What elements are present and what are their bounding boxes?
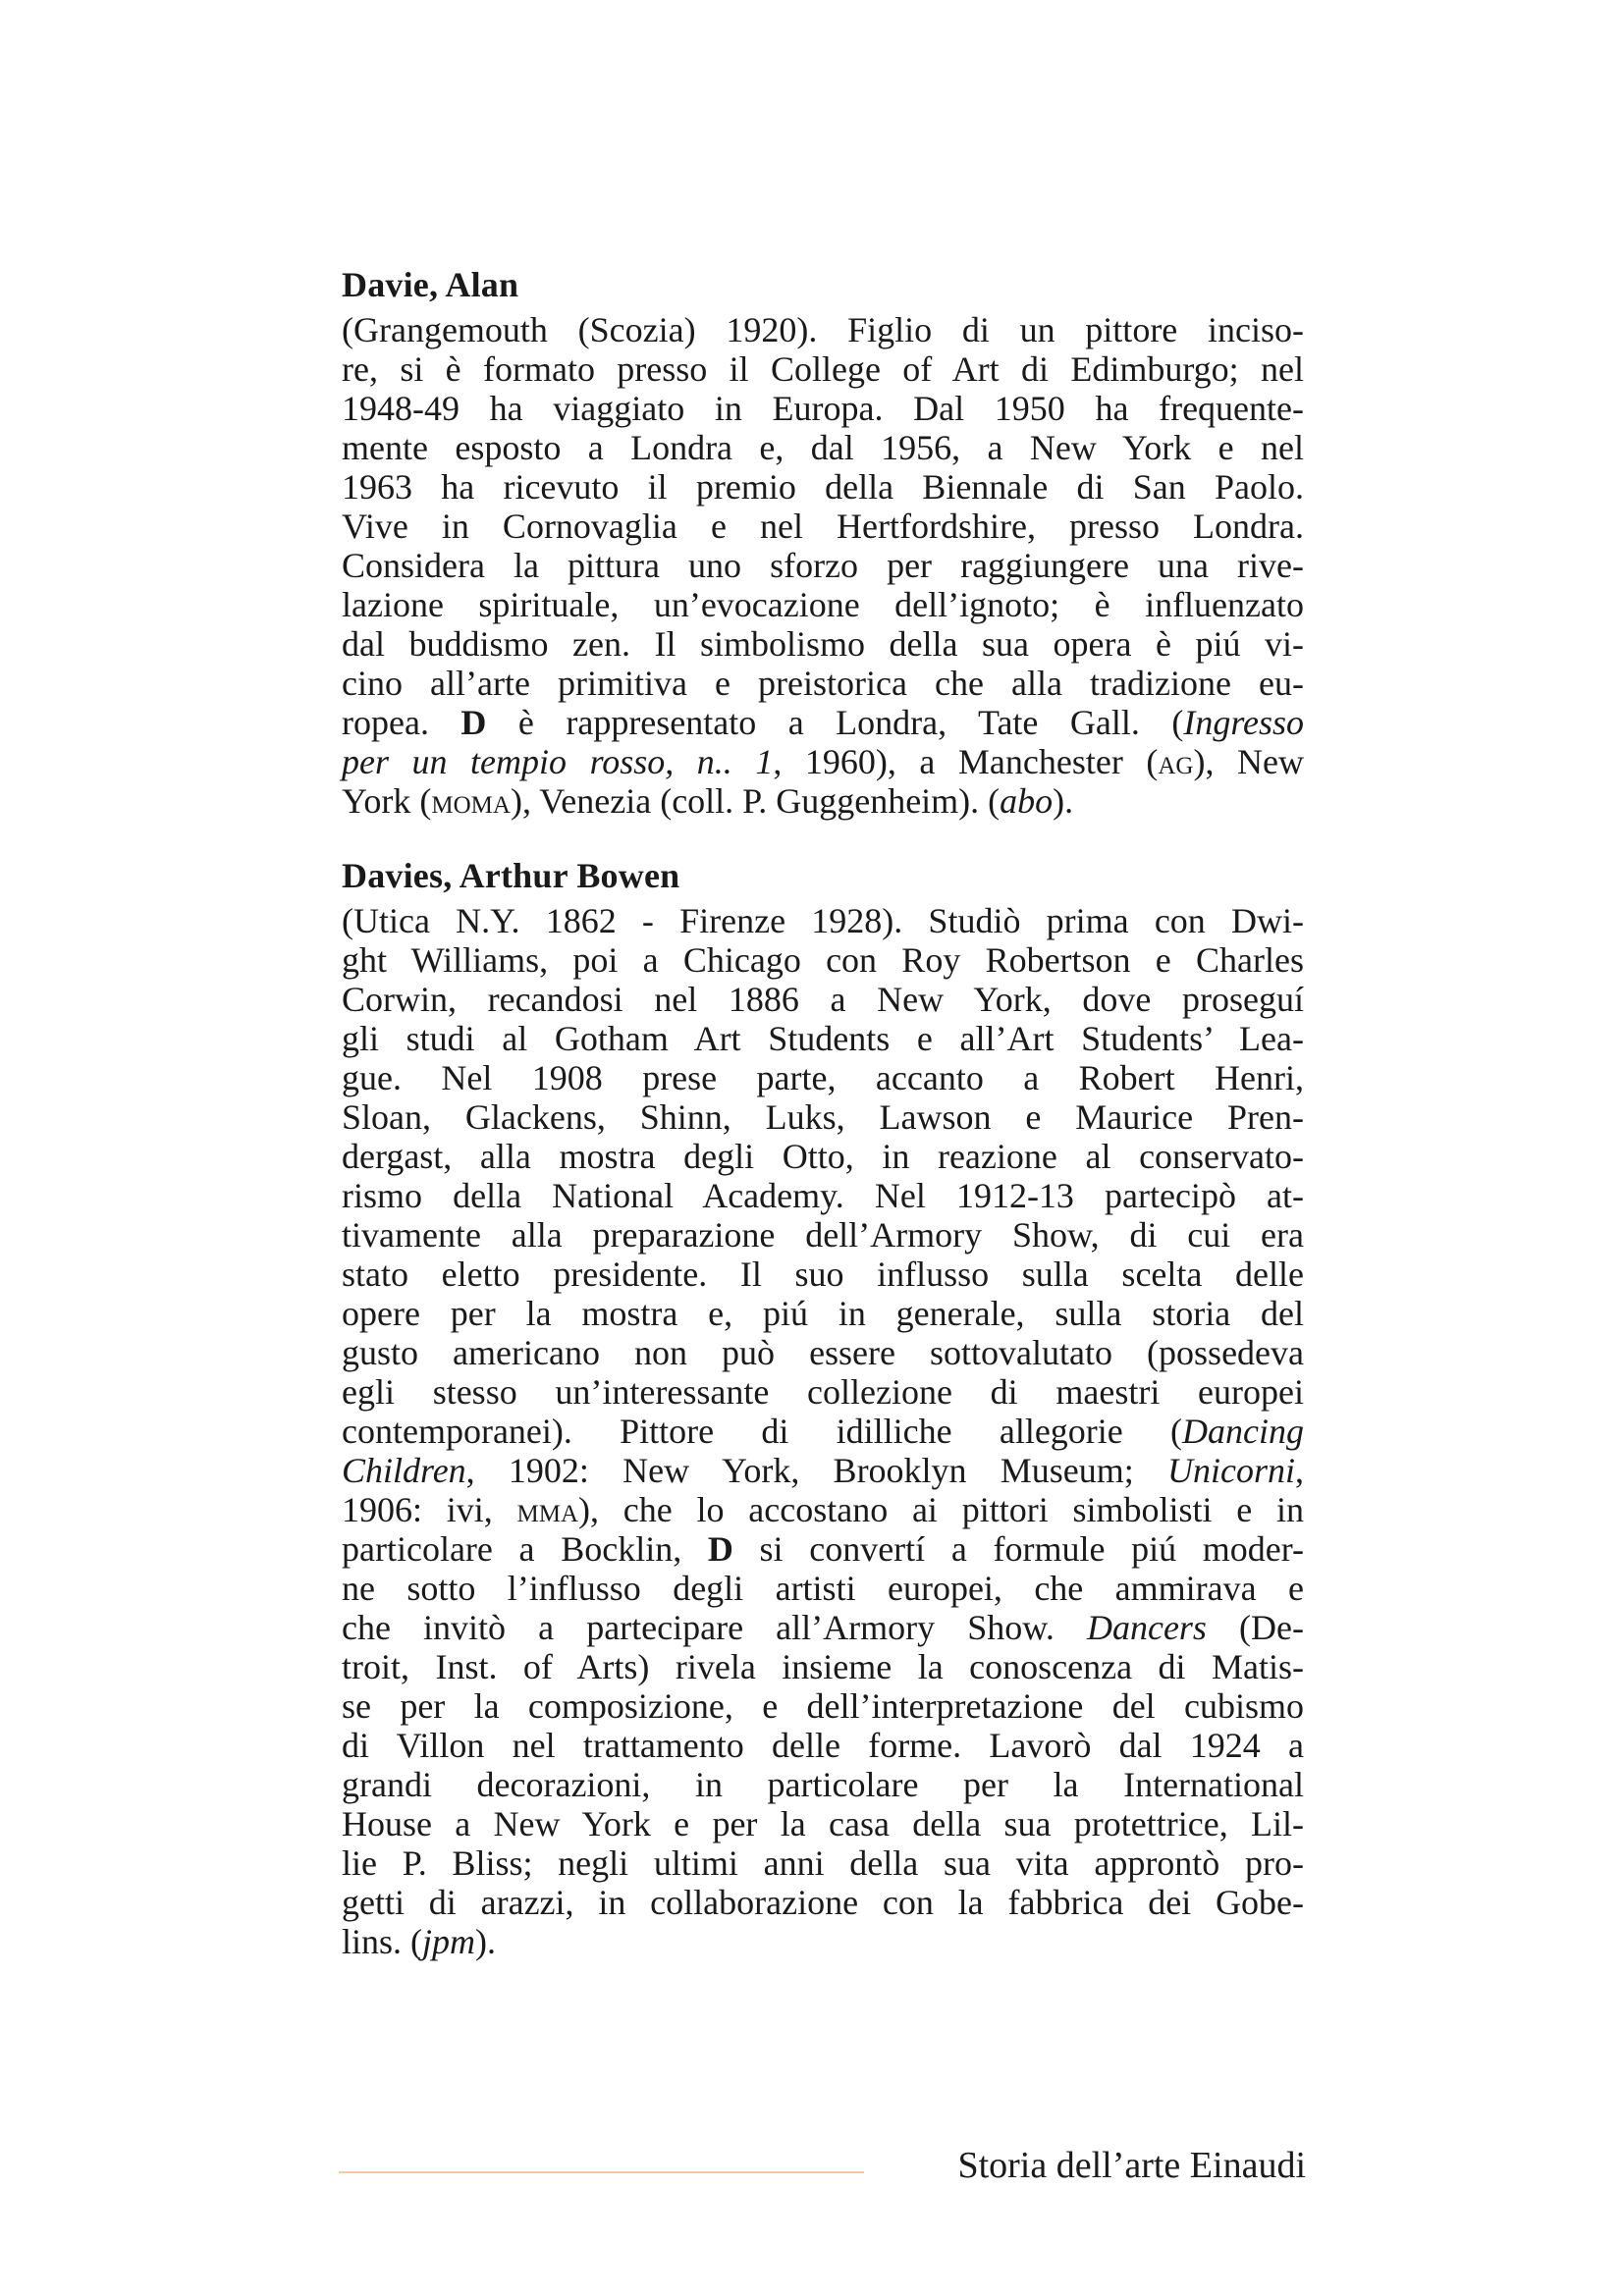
text-line xyxy=(342,742,1304,781)
text-line: (Utica N.Y. 1862 - Firenze 1928). Studiò prima con Dwi- xyxy=(342,901,1304,940)
text-run: , 1960), a Manchester ( xyxy=(773,742,1159,781)
text-line: 1948-49 ha viaggiato in Europa. Dal 1950 ha frequente- xyxy=(342,389,1304,428)
footer-rule xyxy=(339,2171,864,2173)
text-line xyxy=(342,1490,1304,1529)
page-content xyxy=(342,265,1304,1961)
entry-davies-arthur-bowen xyxy=(342,856,1304,1961)
text-line: ght Williams, poi a Chicago con Roy Robertson e Charles xyxy=(342,940,1304,980)
museum-abbrev: mma xyxy=(516,1490,579,1529)
entry-body xyxy=(342,901,1304,1961)
museum-abbrev: ag xyxy=(1158,742,1194,781)
museum-abbrev: moma xyxy=(431,781,511,821)
abbrev-bold: D xyxy=(460,703,487,742)
text-run: ). xyxy=(1053,781,1074,821)
text-line: ne sotto l’influsso degli artisti europei, che ammirava e xyxy=(342,1569,1304,1608)
text-line xyxy=(342,781,1304,821)
text-line xyxy=(342,1451,1304,1490)
text-line xyxy=(342,1529,1304,1569)
text-line: grandi decorazioni, in particolare per la International xyxy=(342,1765,1304,1804)
text-line: Sloan, Glackens, Shinn, Luks, Lawson e Maurice Pren- xyxy=(342,1097,1304,1137)
text-line: getti di arazzi, in collaborazione con la fabbrica dei Gobe- xyxy=(342,1883,1304,1922)
text-run: si convertí a formule piú moder- xyxy=(732,1529,1305,1569)
author-initials: jpm xyxy=(422,1922,476,1961)
text-line: 1963 ha ricevuto il premio della Biennale di San Paolo. xyxy=(342,467,1304,507)
text-line: gli studi al Gotham Art Students e all’Art Students’ Lea- xyxy=(342,1019,1304,1058)
text-run: lins. ( xyxy=(342,1922,423,1961)
text-run: ). xyxy=(475,1922,497,1961)
text-line: re, si è formato presso il College of Art di Edimburgo; nel xyxy=(342,349,1304,389)
text-line: gusto americano non può essere sottovalutato (possedeva xyxy=(342,1333,1304,1372)
artwork-title: per un tempio rosso, n.. 1 xyxy=(342,742,774,781)
text-run: ), Venezia (coll. P. Guggenheim). ( xyxy=(510,781,1001,821)
text-line: se per la composizione, e dell’interpretazione del cubismo xyxy=(342,1686,1304,1726)
entry-body xyxy=(342,310,1304,821)
entry-title: Davies, Arthur Bowen xyxy=(342,856,680,895)
entry-davie-alan xyxy=(342,265,1304,821)
footer-publication-title: Storia dell’arte Einaudi xyxy=(957,2145,1306,2186)
text-line: cino all’arte primitiva e preistorica che alla tradizione eu- xyxy=(342,664,1304,703)
text-run: , xyxy=(1295,1451,1304,1490)
author-initials: abo xyxy=(1000,781,1054,821)
text-line: di Villon nel trattamento delle forme. Lavorò dal 1924 a xyxy=(342,1726,1304,1765)
artwork-title: Dancers xyxy=(1086,1608,1207,1647)
text-run: (De- xyxy=(1206,1608,1304,1647)
text-line: gue. Nel 1908 prese parte, accanto a Robert Henri, xyxy=(342,1058,1304,1097)
text-run: contemporanei). Pittore di idilliche allegorie ( xyxy=(342,1412,1183,1451)
text-line xyxy=(342,1922,1304,1961)
artwork-title: Dancing xyxy=(1182,1412,1304,1451)
text-line xyxy=(342,703,1304,742)
text-line: tivamente alla preparazione dell’Armory Show, di cui era xyxy=(342,1215,1304,1255)
text-run: particolare a Bocklin, xyxy=(342,1529,708,1569)
text-run: ), New xyxy=(1193,742,1304,781)
text-line: dal buddismo zen. Il simbolismo della sua opera è piú vi- xyxy=(342,624,1304,664)
text-line: opere per la mostra e, piú in generale, sulla storia del xyxy=(342,1294,1304,1333)
text-line: egli stesso un’interessante collezione di maestri europei xyxy=(342,1372,1304,1412)
artwork-title: Ingresso xyxy=(1183,703,1304,742)
text-line: Considera la pittura uno sforzo per raggiungere una rive- xyxy=(342,546,1304,585)
text-run: ), che lo accostano ai pittori simbolisti e in xyxy=(578,1490,1304,1529)
page-footer xyxy=(339,2144,1306,2193)
text-line: lie P. Bliss; negli ultimi anni della sua vita approntò pro- xyxy=(342,1843,1304,1883)
text-line: Vive in Cornovaglia e nel Hertfordshire, presso Londra. xyxy=(342,507,1304,546)
text-run: è rappresentato a Londra, Tate Gall. ( xyxy=(486,703,1184,742)
text-line: dergast, alla mostra degli Otto, in reazione al conservato- xyxy=(342,1137,1304,1176)
text-line: rismo della National Academy. Nel 1912-13 partecipò at- xyxy=(342,1176,1304,1215)
artwork-title: Children xyxy=(342,1451,466,1490)
text-run: York ( xyxy=(342,781,432,821)
text-run: 1906: ivi, xyxy=(342,1490,517,1529)
text-line: (Grangemouth (Scozia) 1920). Figlio di un pittore inciso- xyxy=(342,310,1304,349)
text-line xyxy=(342,1412,1304,1451)
text-line: stato eletto presidente. Il suo influsso sulla scelta delle xyxy=(342,1255,1304,1294)
text-line: mente esposto a Londra e, dal 1956, a New York e nel xyxy=(342,428,1304,467)
text-line: Corwin, recandosi nel 1886 a New York, dove proseguí xyxy=(342,980,1304,1019)
entry-title: Davie, Alan xyxy=(342,265,519,304)
text-run: che invitò a partecipare all’Armory Show. xyxy=(342,1608,1087,1647)
text-line: troit, Inst. of Arts) rivela insieme la conoscenza di Matis- xyxy=(342,1647,1304,1686)
artwork-title: Unicorni xyxy=(1167,1451,1295,1490)
text-line: lazione spirituale, un’evocazione dell’ignoto; è influenzato xyxy=(342,585,1304,624)
text-run: , 1902: New York, Brooklyn Museum; xyxy=(465,1451,1167,1490)
text-line xyxy=(342,1608,1304,1647)
abbrev-bold: D xyxy=(707,1529,733,1569)
text-line: House a New York e per la casa della sua protettrice, Lil- xyxy=(342,1804,1304,1843)
text-run: ropea. xyxy=(342,703,461,742)
